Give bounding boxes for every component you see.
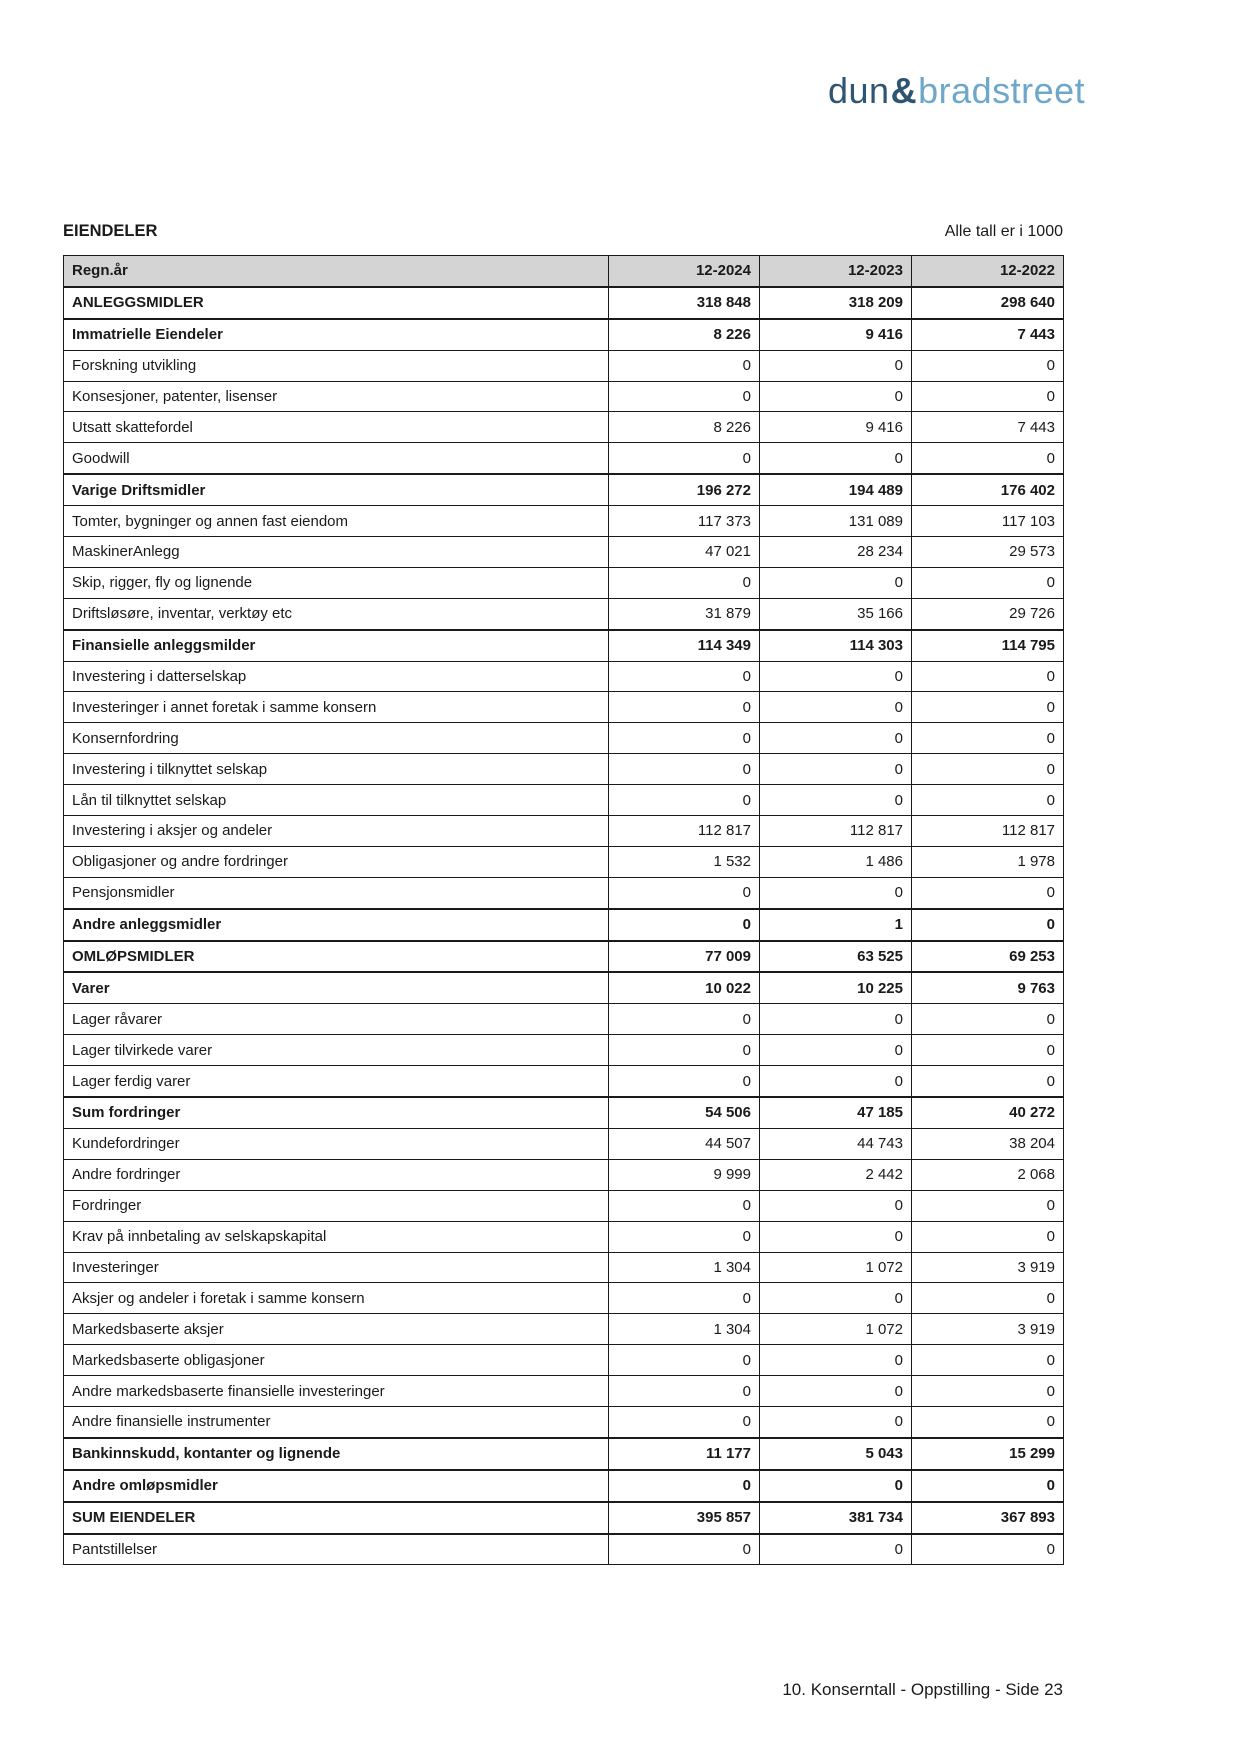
value-cell: 0: [912, 1470, 1064, 1502]
column-header-regnar: Regn.år: [64, 256, 609, 287]
value-cell: 1 978: [912, 846, 1064, 877]
value-cell: 29 726: [912, 598, 1064, 629]
value-cell: 1: [760, 909, 912, 941]
row-label-cell: Konsesjoner, patenter, lisenser: [64, 381, 609, 412]
value-cell: 0: [609, 877, 760, 908]
table-titlebar: [63, 222, 1063, 241]
value-cell: 5 043: [760, 1438, 912, 1470]
value-cell: 0: [760, 754, 912, 785]
table-row: [64, 506, 1064, 537]
row-label-cell: Andre finansielle instrumenter: [64, 1406, 609, 1437]
table-row: [64, 661, 1064, 692]
table-row: [64, 846, 1064, 877]
value-cell: 1 486: [760, 846, 912, 877]
table-row: [64, 1097, 1064, 1128]
value-cell: 3 919: [912, 1252, 1064, 1283]
row-label-cell: Varige Driftsmidler: [64, 474, 609, 505]
table-row: [64, 598, 1064, 629]
value-cell: 117 373: [609, 506, 760, 537]
value-cell: 318 848: [609, 287, 760, 319]
value-cell: 0: [609, 692, 760, 723]
value-cell: 0: [912, 1376, 1064, 1407]
value-cell: 1 532: [609, 846, 760, 877]
value-cell: 8 226: [609, 319, 760, 350]
value-cell: 298 640: [912, 287, 1064, 319]
value-cell: 40 272: [912, 1097, 1064, 1128]
value-cell: 0: [760, 723, 912, 754]
table-row: [64, 941, 1064, 973]
row-label-cell: Lån til tilknyttet selskap: [64, 785, 609, 816]
table-row: [64, 1534, 1064, 1565]
value-cell: 0: [760, 1283, 912, 1314]
table-row: [64, 630, 1064, 661]
table-row: [64, 1438, 1064, 1470]
column-header-year-2022: 12-2022: [912, 256, 1064, 287]
table-row: [64, 443, 1064, 474]
value-cell: 0: [760, 877, 912, 908]
value-cell: 1 072: [760, 1314, 912, 1345]
table-row: [64, 877, 1064, 908]
value-cell: 0: [760, 1345, 912, 1376]
value-cell: 0: [760, 1190, 912, 1221]
table-row: [64, 1004, 1064, 1035]
value-cell: 112 817: [912, 816, 1064, 847]
value-cell: 114 303: [760, 630, 912, 661]
value-cell: 0: [760, 1066, 912, 1097]
logo-text-bradstreet: bradstreet: [918, 70, 1086, 111]
value-cell: 0: [912, 661, 1064, 692]
value-cell: 0: [760, 785, 912, 816]
value-cell: 318 209: [760, 287, 912, 319]
row-label-cell: Konsernfordring: [64, 723, 609, 754]
value-cell: 114 795: [912, 630, 1064, 661]
table-row: [64, 537, 1064, 568]
value-cell: 0: [912, 567, 1064, 598]
table-row: [64, 381, 1064, 412]
table-row: [64, 287, 1064, 319]
value-cell: 0: [609, 909, 760, 941]
value-cell: 0: [912, 1035, 1064, 1066]
value-cell: 0: [609, 350, 760, 381]
table-row: [64, 785, 1064, 816]
value-cell: 47 185: [760, 1097, 912, 1128]
value-cell: 0: [609, 1376, 760, 1407]
value-cell: 0: [912, 877, 1064, 908]
value-cell: 0: [609, 1406, 760, 1437]
table-row: [64, 754, 1064, 785]
value-cell: 77 009: [609, 941, 760, 973]
table-row: [64, 1283, 1064, 1314]
value-cell: 114 349: [609, 630, 760, 661]
value-cell: 35 166: [760, 598, 912, 629]
row-label-cell: Kundefordringer: [64, 1128, 609, 1159]
value-cell: 0: [912, 754, 1064, 785]
value-cell: 176 402: [912, 474, 1064, 505]
row-label-cell: Investering i datterselskap: [64, 661, 609, 692]
row-label-cell: Investering i tilknyttet selskap: [64, 754, 609, 785]
value-cell: 131 089: [760, 506, 912, 537]
value-cell: 0: [912, 1221, 1064, 1252]
row-label-cell: Investeringer i annet foretak i samme konsern: [64, 692, 609, 723]
row-label-cell: Bankinnskudd, kontanter og lignende: [64, 1438, 609, 1470]
row-label-cell: Lager ferdig varer: [64, 1066, 609, 1097]
value-cell: 0: [760, 1534, 912, 1565]
value-cell: 0: [760, 692, 912, 723]
table-row: [64, 1066, 1064, 1097]
value-cell: 69 253: [912, 941, 1064, 973]
row-label-cell: Lager råvarer: [64, 1004, 609, 1035]
value-cell: 0: [760, 443, 912, 474]
value-cell: 0: [912, 1190, 1064, 1221]
value-cell: 0: [760, 1376, 912, 1407]
row-label-cell: Goodwill: [64, 443, 609, 474]
table-row: [64, 319, 1064, 350]
value-cell: 112 817: [609, 816, 760, 847]
table-row: [64, 1128, 1064, 1159]
value-cell: 0: [609, 754, 760, 785]
value-cell: 9 416: [760, 412, 912, 443]
row-label-cell: Skip, rigger, fly og lignende: [64, 567, 609, 598]
logo-text-dun: dun: [828, 70, 890, 111]
value-cell: 117 103: [912, 506, 1064, 537]
column-header-year-2024: 12-2024: [609, 256, 760, 287]
value-cell: 29 573: [912, 537, 1064, 568]
row-label-cell: Fordringer: [64, 1190, 609, 1221]
row-label-cell: Forskning utvikling: [64, 350, 609, 381]
value-cell: 194 489: [760, 474, 912, 505]
value-cell: 0: [609, 1470, 760, 1502]
value-cell: 2 442: [760, 1159, 912, 1190]
table-row: [64, 1502, 1064, 1534]
table-row: [64, 816, 1064, 847]
value-cell: 0: [912, 381, 1064, 412]
row-label-cell: Immatrielle Eiendeler: [64, 319, 609, 350]
value-cell: 0: [609, 1004, 760, 1035]
row-label-cell: OMLØPSMIDLER: [64, 941, 609, 973]
value-cell: 63 525: [760, 941, 912, 973]
table-row: [64, 1035, 1064, 1066]
row-label-cell: SUM EIENDELER: [64, 1502, 609, 1534]
table-row: [64, 350, 1064, 381]
row-label-cell: Markedsbaserte obligasjoner: [64, 1345, 609, 1376]
value-cell: 7 443: [912, 412, 1064, 443]
table-row: [64, 972, 1064, 1003]
value-cell: 381 734: [760, 1502, 912, 1534]
value-cell: 10 022: [609, 972, 760, 1003]
table-row: [64, 1345, 1064, 1376]
value-cell: 0: [912, 443, 1064, 474]
row-label-cell: Andre anleggsmidler: [64, 909, 609, 941]
value-cell: 0: [760, 1470, 912, 1502]
value-cell: 0: [609, 1066, 760, 1097]
value-cell: 0: [912, 1406, 1064, 1437]
row-label-cell: Utsatt skattefordel: [64, 412, 609, 443]
value-cell: 196 272: [609, 474, 760, 505]
table-row: [64, 909, 1064, 941]
table-row: [64, 412, 1064, 443]
value-cell: 0: [609, 567, 760, 598]
table-row: [64, 474, 1064, 505]
table-row: [64, 1159, 1064, 1190]
row-label-cell: Pensjonsmidler: [64, 877, 609, 908]
value-cell: 0: [609, 723, 760, 754]
value-cell: 0: [760, 1004, 912, 1035]
value-cell: 44 507: [609, 1128, 760, 1159]
row-label-cell: Lager tilvirkede varer: [64, 1035, 609, 1066]
value-cell: 367 893: [912, 1502, 1064, 1534]
table-row: [64, 1221, 1064, 1252]
value-cell: 11 177: [609, 1438, 760, 1470]
value-cell: 1 304: [609, 1314, 760, 1345]
logo-ampersand-icon: &: [890, 70, 918, 111]
value-cell: 3 919: [912, 1314, 1064, 1345]
value-cell: 0: [609, 443, 760, 474]
value-cell: 0: [912, 350, 1064, 381]
value-cell: 15 299: [912, 1438, 1064, 1470]
value-cell: 0: [760, 1221, 912, 1252]
dun-bradstreet-logo: [828, 70, 1085, 112]
value-cell: 0: [609, 1345, 760, 1376]
table-row: [64, 1470, 1064, 1502]
value-cell: 2 068: [912, 1159, 1064, 1190]
value-cell: 0: [912, 1283, 1064, 1314]
row-label-cell: Tomter, bygninger og annen fast eiendom: [64, 506, 609, 537]
value-cell: 0: [609, 1035, 760, 1066]
table-body: [64, 287, 1064, 1565]
table-row: [64, 692, 1064, 723]
value-cell: 0: [609, 785, 760, 816]
row-label-cell: Obligasjoner og andre fordringer: [64, 846, 609, 877]
value-cell: 44 743: [760, 1128, 912, 1159]
row-label-cell: Andre markedsbaserte finansielle investeringer: [64, 1376, 609, 1407]
value-cell: 0: [760, 661, 912, 692]
row-label-cell: Andre fordringer: [64, 1159, 609, 1190]
row-label-cell: Pantstillelser: [64, 1534, 609, 1565]
value-cell: 9 763: [912, 972, 1064, 1003]
value-cell: 0: [760, 1406, 912, 1437]
column-header-year-2023: 12-2023: [760, 256, 912, 287]
value-cell: 0: [912, 1534, 1064, 1565]
value-cell: 31 879: [609, 598, 760, 629]
row-label-cell: Varer: [64, 972, 609, 1003]
row-label-cell: ANLEGGSMIDLER: [64, 287, 609, 319]
row-label-cell: Investeringer: [64, 1252, 609, 1283]
table-row: [64, 723, 1064, 754]
value-cell: 395 857: [609, 1502, 760, 1534]
value-cell: 0: [609, 1534, 760, 1565]
table-row: [64, 1314, 1064, 1345]
balance-sheet-table: [63, 255, 1064, 1565]
value-cell: 0: [609, 661, 760, 692]
value-cell: 0: [760, 381, 912, 412]
page-footer: 10. Konserntall - Oppstilling - Side 23: [782, 1680, 1063, 1699]
value-cell: 47 021: [609, 537, 760, 568]
row-label-cell: Investering i aksjer og andeler: [64, 816, 609, 847]
value-cell: 0: [912, 1004, 1064, 1035]
row-label-cell: Krav på innbetaling av selskapskapital: [64, 1221, 609, 1252]
value-cell: 9 416: [760, 319, 912, 350]
value-cell: 10 225: [760, 972, 912, 1003]
table-row: [64, 1376, 1064, 1407]
value-cell: 54 506: [609, 1097, 760, 1128]
value-cell: 0: [912, 1345, 1064, 1376]
value-cell: 0: [912, 785, 1064, 816]
row-label-cell: Andre omløpsmidler: [64, 1470, 609, 1502]
value-cell: 8 226: [609, 412, 760, 443]
table-header-row: [64, 256, 1064, 287]
section-title: EIENDELER: [63, 222, 158, 240]
value-cell: 0: [760, 567, 912, 598]
value-cell: 0: [609, 1190, 760, 1221]
value-cell: 0: [912, 692, 1064, 723]
value-cell: 0: [609, 1283, 760, 1314]
value-cell: 0: [912, 909, 1064, 941]
row-label-cell: Sum fordringer: [64, 1097, 609, 1128]
value-cell: 0: [760, 350, 912, 381]
value-cell: 112 817: [760, 816, 912, 847]
value-cell: 1 304: [609, 1252, 760, 1283]
value-cell: 0: [609, 1221, 760, 1252]
value-cell: 28 234: [760, 537, 912, 568]
value-cell: 7 443: [912, 319, 1064, 350]
row-label-cell: Finansielle anleggsmilder: [64, 630, 609, 661]
value-cell: 38 204: [912, 1128, 1064, 1159]
table-row: [64, 1406, 1064, 1437]
value-cell: 0: [609, 381, 760, 412]
value-cell: 9 999: [609, 1159, 760, 1190]
value-cell: 1 072: [760, 1252, 912, 1283]
table-row: [64, 1252, 1064, 1283]
row-label-cell: Driftsløsøre, inventar, verktøy etc: [64, 598, 609, 629]
table-row: [64, 1190, 1064, 1221]
table-row: [64, 567, 1064, 598]
row-label-cell: Markedsbaserte aksjer: [64, 1314, 609, 1345]
row-label-cell: Aksjer og andeler i foretak i samme konsern: [64, 1283, 609, 1314]
value-cell: 0: [912, 1066, 1064, 1097]
value-cell: 0: [760, 1035, 912, 1066]
value-cell: 0: [912, 723, 1064, 754]
row-label-cell: MaskinerAnlegg: [64, 537, 609, 568]
units-note: Alle tall er i 1000: [944, 223, 1063, 240]
